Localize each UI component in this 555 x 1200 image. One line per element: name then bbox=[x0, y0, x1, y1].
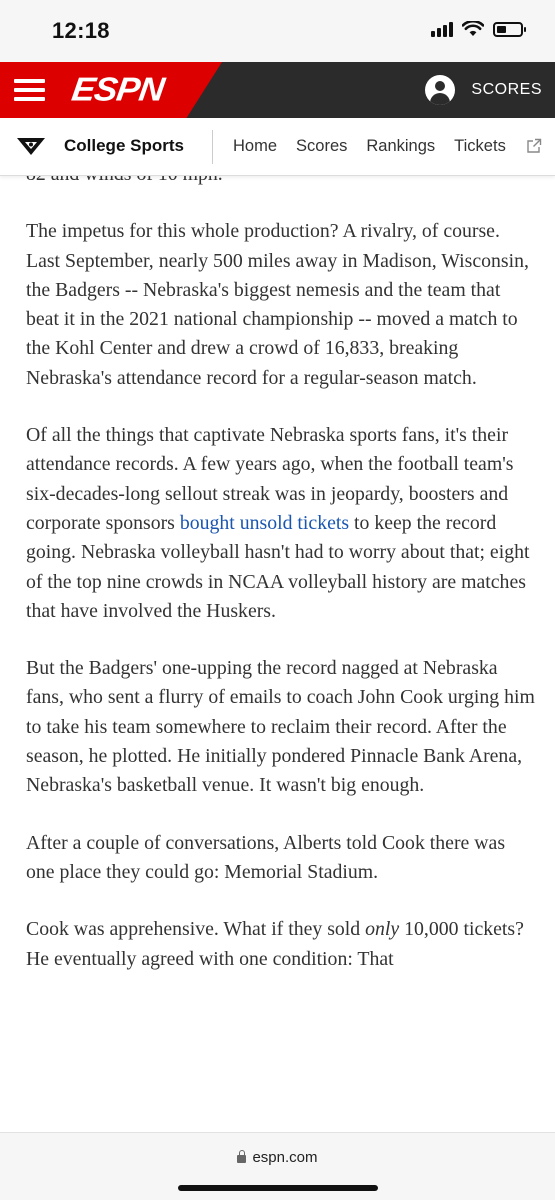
profile-icon[interactable] bbox=[425, 75, 455, 105]
subnav-links bbox=[233, 137, 525, 156]
sub-navigation bbox=[0, 118, 555, 176]
cellular-signal-icon bbox=[431, 21, 453, 37]
wifi-icon bbox=[462, 21, 484, 37]
college-sports-icon bbox=[16, 136, 46, 156]
browser-url-bar[interactable] bbox=[0, 1132, 555, 1200]
nav-rankings[interactable]: Rankings bbox=[366, 137, 436, 155]
status-icons bbox=[431, 21, 523, 37]
bought-unsold-tickets-link[interactable]: bought unsold tickets bbox=[179, 511, 350, 534]
espn-logo[interactable]: ESPN bbox=[69, 71, 166, 109]
article-paragraph: Of all the things that captivate Nebraska sports fans, it's their attendance records. A few years ago, when the football team's six-decades-long sellout streak was in jeopardy, boosters and corporate sponsors bought unsold tickets to keep the record going. Nebraska volleyball hasn't had to worry about that; eight of the top nine crowds in NCAA volleyball history are matches that have involved the Huskers. bbox=[26, 424, 530, 622]
nav-scores[interactable]: Scores bbox=[296, 137, 348, 155]
external-link-icon[interactable] bbox=[526, 138, 542, 154]
url-display[interactable] bbox=[0, 1149, 555, 1166]
article-paragraph: After a couple of conversations, Alberts told Cook there was one place they could go: Memorial Stadium. bbox=[26, 831, 506, 883]
article-paragraph: The impetus for this whole production? A rivalry, of course. Last September, nearly 500 miles away in Madison, Wisconsin, the Badgers -- Nebraska's biggest nemesis and the team that beat it in the 2021 national championship -- moved a match to the Kohl Center and drew a crowd of 16,833, breaking Nebraska's attendance record for a regular-season match. bbox=[26, 220, 529, 389]
nav-tickets[interactable]: Tickets bbox=[454, 137, 506, 155]
scores-link[interactable]: SCORES bbox=[471, 81, 542, 98]
espn-header bbox=[0, 62, 555, 118]
lock-icon bbox=[237, 1155, 246, 1163]
status-bar bbox=[0, 0, 555, 62]
status-time: 12:18 bbox=[52, 18, 110, 43]
nav-home[interactable]: Home bbox=[233, 137, 278, 155]
battery-icon bbox=[493, 22, 523, 37]
league-title[interactable]: College Sports bbox=[64, 136, 184, 155]
article-paragraph: Cook was apprehensive. What if they sold only 10,000 tickets? He eventually agreed with one condition: That bbox=[26, 918, 524, 970]
url-text: espn.com bbox=[252, 1149, 318, 1166]
home-indicator[interactable] bbox=[178, 1185, 378, 1191]
menu-icon[interactable] bbox=[14, 79, 45, 101]
subnav-divider bbox=[212, 130, 213, 164]
article-body bbox=[26, 160, 536, 1132]
article-paragraph: But the Badgers' one-upping the record nagged at Nebraska fans, who sent a flurry of emails to coach John Cook urging him to take his team somewhere to reclaim their record. After the season, he plotted. He initially pondered Pinnacle Bank Arena, Nebraska's basketball venue. It wasn't big enough. bbox=[26, 657, 535, 797]
